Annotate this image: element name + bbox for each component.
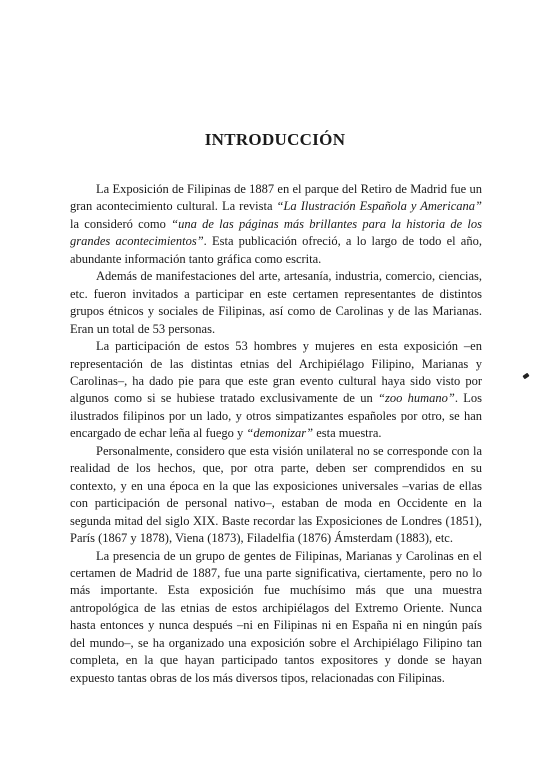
text-run: Además de manifestaciones del arte, artesanía, industria, comercio, ciencias, etc. fueron invitados a participar en este certamen representantes de distintos grupos étnicos y sociales de Filipinas, así como de Carolinas y de las Marianas. Eran un total de 53 personas. [70,269,482,336]
italic-quote: “zoo humano” [378,391,455,406]
text-run: La participación de estos 53 hombres y mujeres en esta exposición –en representación de las distintas etnias del Archipiélago Filipino, Marianas y Carolinas–, ha dado pie para que este gran evento cultural haya sido visto por algunos como si se hubiese tratado exclusivamente de un [70,339,482,406]
stray-ink-mark [522,373,529,380]
body-text [70,181,482,687]
italic-quote: “una de las páginas más brillantes para la historia de los grandes acontecimientos” [70,216,482,249]
text-run: La presencia de un grupo de gentes de Filipinas, Marianas y Carolinas en el certamen de Madrid de 1887, fue una parte significativa, ciertamente, pero no lo más importante. Esta exposición fue muchísimo más que una muestra antropológica de las etnias de estos archipiélagos del Extremo Oriente. Nunca hasta entonces y nunca después –ni en Filipinas ni en España ni en ningún país del mundo–, se ha organizado una exposición sobre el Archipiélago Filipino tan completa, en la que hayan participado tantos expositores y donde se hayan expuesto tantas obras de los más diversos tipos, relacionadas con Filipinas. [70,548,482,685]
page-title: INTRODUCCIÓN [204,130,346,149]
text-run: Personalmente, considero que esta visión unilateral no se corresponde con la realidad de los hechos, que, por otra parte, deben ser comprendidos en su contexto, y en una época en la que las exposiciones universales –varias de ellas con participación de personal nativo–, estaban de moda en Occidente en la segunda mitad del siglo XIX. Baste recordar las Exposiciones de Londres (1851), París (1867 y 1878), Viena (1873), Filadelfia (1876) Ámsterdam (1883), etc. [70,443,482,546]
text-run: esta muestra. [313,426,382,441]
italic-quote: “La Ilustración Española y Americana” [276,199,483,214]
text-run: la consideró como [70,216,172,231]
text-run: . Esta publicación ofreció, a lo largo de todo el año, abundante información tanto gráfica como escrita. [70,234,482,266]
italic-quote: “demonizar” [246,426,314,441]
text-run: La Exposición de Filipinas de 1887 en el parque del Retiro de Madrid fue un gran acontecimiento cultural. La revista [70,182,482,214]
paragraph [70,338,482,443]
paragraph [70,548,482,688]
paragraph [70,268,482,338]
paragraph [70,443,482,548]
text-run: . Los ilustrados filipinos por un lado, y otros simpatizantes españoles por otro, se han encargado de echar leña al fuego y [70,391,483,441]
paragraph [70,181,482,268]
